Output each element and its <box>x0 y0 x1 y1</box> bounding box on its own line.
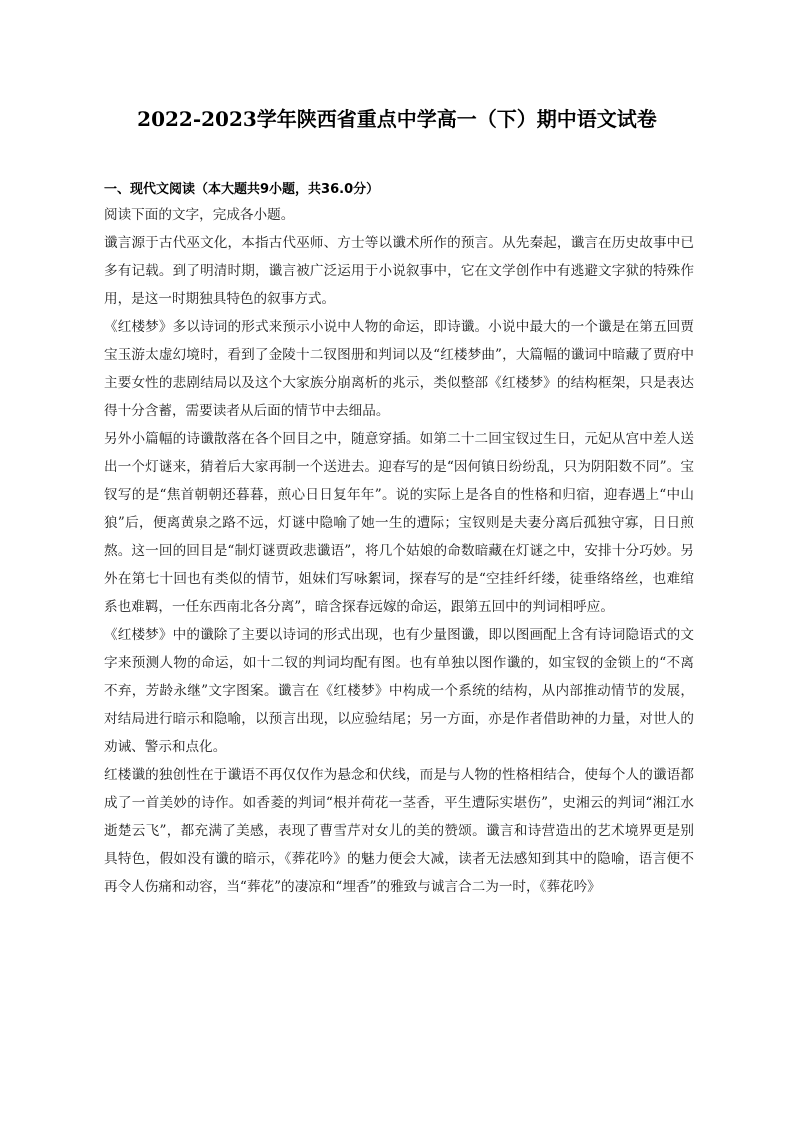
passage-body <box>104 229 694 901</box>
passage-paragraph: 红楼谶的独创性在于谶语不再仅仅作为悬念和伏线，而是与人物的性格相结合，使每个人的谶语都成了一首美妙的诗作。如香菱的判词“根并荷花一茎香，平生遭际实堪伤”，史湘云的判词“湘江水逝楚云飞”，都充满了美感，表现了曹雪芹对女儿的美的赞颂。谶言和诗营造出的艺术境界更是别具特色，假如没有谶的暗示，《葬花吟》的魅力便会大减，读者无法感知到其中的隐喻，语言便不再令人伤痛和动容，当“葬花”的凄凉和“埋香”的雅致与诚言合二为一时，《葬花吟》 <box>104 767 694 895</box>
passage-paragraph: 另外小篇幅的诗谶散落在各个回目之中，随意穿插。如第二十二回宝钗过生日，元妃从宫中差人送出一个灯谜来，猜着后大家再制一个送进去。迎春写的是“因何镇日纷纷乱，只为阴阳数不同”。宝钗写的是“焦首朝朝还暮暮，煎心日日复年年”。说的实际上是各自的性格和归宿，迎春遇上“中山狼”后，便离黄泉之路不远，灯谜中隐喻了她一生的遭际；宝钗则是夫妻分离后孤独守寡，日日煎熬。这一回的回目是“制灯谜贾政悲谶语”，将几个姑娘的命数暗藏在灯谜之中，安排十分巧妙。另外在第七十回也有类似的情节，姐妹们写咏絮词，探春写的是“空挂纤纤缕，徒垂络络丝，也难绾系也难羁，一任东西南北各分离”，暗含探春远嫁的命运，跟第五回中的判词相呼应。 <box>104 431 694 615</box>
document-title: 2022-2023学年陕西省重点中学高一（下）期中语文试卷 <box>137 107 657 131</box>
passage-paragraph: 《红楼梦》多以诗词的形式来预示小说中人物的命运，即诗谶。小说中最大的一个谶是在第五回贾宝玉游太虚幻境时，看到了金陵十二钗图册和判词以及“红楼梦曲”，大篇幅的谶词中暗藏了贾府中主要女性的悲剧结局以及这个大家族分崩离析的兆示，类似整部《红楼梦》的结构框架，只是表达得十分含蓄，需要读者从后面的情节中去细品。 <box>104 319 694 419</box>
passage-paragraph: 《红楼梦》中的谶除了主要以诗词的形式出现，也有少量图谶，即以图画配上含有诗词隐语式的文字来预测人物的命运，如十二钗的判词均配有图。也有单独以图作谶的，如宝钗的金锁上的“不离不弃，芳龄永继”文字图案。谶言在《红楼梦》中构成一个系统的结构，从内部推动情节的发展，对结局进行暗示和隐喻，以预言出现，以应验结尾；另一方面，亦是作者借助神的力量，对世人的劝诫、警示和点化。 <box>104 627 694 755</box>
section-heading: 一、现代文阅读（本大题共9小题，共36.0分） <box>104 182 380 197</box>
passage-paragraph: 谶言源于古代巫文化，本指古代巫师、方士等以谶术所作的预言。从先秦起，谶言在历史故事中已多有记载。到了明清时期，谶言被广泛运用于小说叙事中，它在文学创作中有逃避文字狱的特殊作用，是这一时期独具特色的叙事方式。 <box>104 235 694 307</box>
reading-instruction: 阅读下面的文字，完成各小题。 <box>104 207 295 223</box>
